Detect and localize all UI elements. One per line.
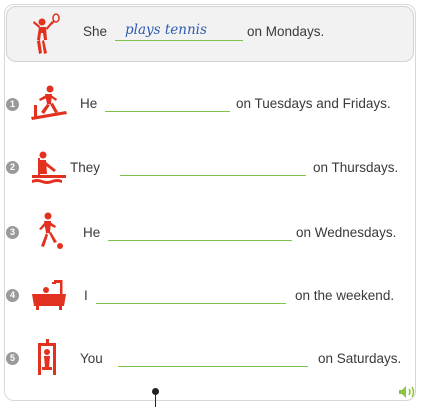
row-subject: He bbox=[83, 225, 101, 240]
answer-input-line[interactable] bbox=[120, 175, 306, 176]
example-answer-line bbox=[115, 40, 243, 41]
example-rest: on Mondays. bbox=[247, 24, 325, 39]
row-subject: They bbox=[70, 160, 101, 175]
audio-speaker-icon[interactable] bbox=[398, 385, 418, 399]
exercise-row-5 bbox=[0, 333, 422, 383]
answer-input-line[interactable] bbox=[105, 111, 230, 112]
row-rest: on Wednesdays. bbox=[296, 225, 397, 240]
row-rest: on Saturdays. bbox=[318, 351, 402, 366]
football-player-icon bbox=[26, 209, 70, 253]
cursor-line bbox=[155, 391, 156, 407]
answer-input-line[interactable] bbox=[96, 303, 286, 304]
swimmer-icon bbox=[26, 144, 70, 188]
row-subject: He bbox=[80, 96, 98, 111]
row-subject: You bbox=[80, 351, 103, 366]
row-number: 5 bbox=[6, 352, 19, 365]
exercise-row-4 bbox=[0, 270, 422, 320]
row-subject: I bbox=[84, 288, 88, 303]
shower-icon bbox=[26, 335, 70, 379]
exercise-row-2 bbox=[0, 142, 422, 192]
answer-input-line[interactable] bbox=[108, 240, 292, 241]
exercise-row-1 bbox=[0, 79, 422, 129]
example-box bbox=[6, 6, 414, 62]
row-number: 3 bbox=[6, 226, 19, 239]
treadmill-runner-icon bbox=[26, 81, 70, 125]
row-number: 4 bbox=[6, 289, 19, 302]
row-rest: on the weekend. bbox=[295, 288, 395, 303]
bathtub-icon bbox=[26, 272, 70, 316]
example-answer: plays tennis bbox=[125, 22, 207, 38]
example-subject: She bbox=[83, 24, 108, 39]
row-rest: on Tuesdays and Fridays. bbox=[236, 96, 391, 111]
row-rest: on Thursdays. bbox=[313, 160, 399, 175]
tennis-player-icon bbox=[25, 13, 65, 57]
row-number: 2 bbox=[6, 161, 19, 174]
answer-input-line[interactable] bbox=[118, 366, 308, 367]
row-number: 1 bbox=[6, 98, 19, 111]
exercise-row-3 bbox=[0, 207, 422, 257]
